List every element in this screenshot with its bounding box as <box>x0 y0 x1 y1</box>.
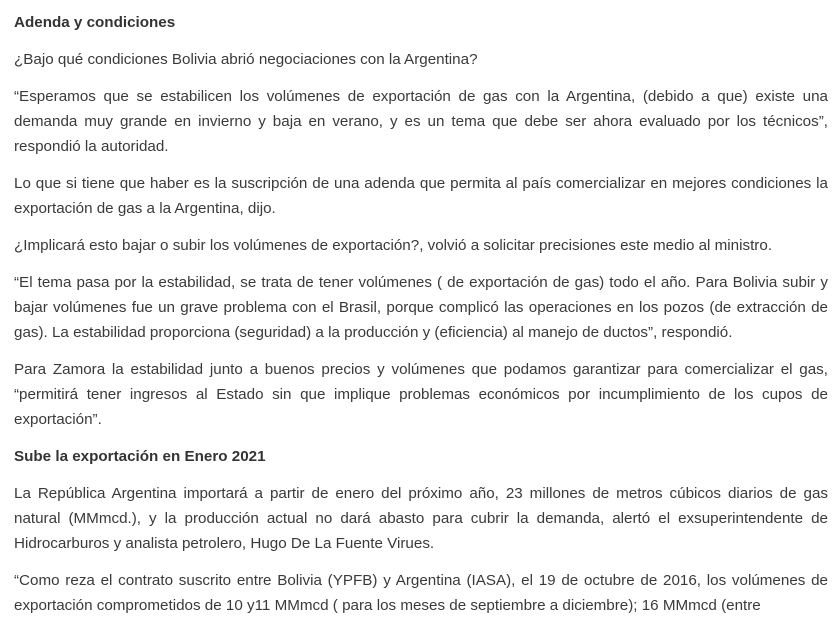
paragraph: “El tema pasa por la estabilidad, se trata de tener volúmenes ( de exportación de gas) todo el año. Para Bolivia subir y bajar volúmenes fue un grave problema con el Brasil, porque complicó las operaciones en los pozos (de extracción de gas). La estabilidad proporciona (seguridad) a la producción y (eficiencia) al manejo de ductos”, respondió. <box>14 274 828 341</box>
paragraph: ¿Bajo qué condiciones Bolivia abrió negociaciones con la Argentina? <box>14 51 478 68</box>
paragraph: “Esperamos que se estabilicen los volúmenes de exportación de gas con la Argentina, (debido a que) existe una demanda muy grande en invierno y baja en verano, y es un tema que debe ser ahora evaluado por los técnicos”, respondió la autoridad. <box>14 88 828 155</box>
paragraph: Lo que si tiene que haber es la suscripción de una adenda que permita al país comercializar en mejores condiciones la exportación de gas a la Argentina, dijo. <box>14 175 828 217</box>
paragraph: ¿Implicará esto bajar o subir los volúmenes de exportación?, volvió a solicitar precisiones este medio al ministro. <box>14 237 773 254</box>
paragraph: Para Zamora la estabilidad junto a buenos precios y volúmenes que podamos garantizar para comercializar el gas, “permitirá tener ingresos al Estado sin que implique problemas económicos por incumplimiento de los cupos de exportación”. <box>14 361 828 428</box>
paragraph: La República Argentina importará a partir de enero del próximo año, 23 millones de metros cúbicos diarios de gas natural (MMmcd.), y la producción actual no dará abasto para cubrir la demanda, alertó el exsuperintendente de Hidrocarburos y analista petrolero, Hugo De La Fuente Virues. <box>14 485 828 552</box>
section-heading-adenda: Adenda y condiciones <box>14 14 176 31</box>
section-heading-exportacion: Sube la exportación en Enero 2021 <box>14 448 266 465</box>
paragraph: “Como reza el contrato suscrito entre Bolivia (YPFB) y Argentina (IASA), el 19 de octubre de 2016, los volúmenes de exportación comprometidos de 10 y11 MMmcd ( para los meses de septiembre a diciembre); 16 MMmcd (entre <box>14 572 828 614</box>
